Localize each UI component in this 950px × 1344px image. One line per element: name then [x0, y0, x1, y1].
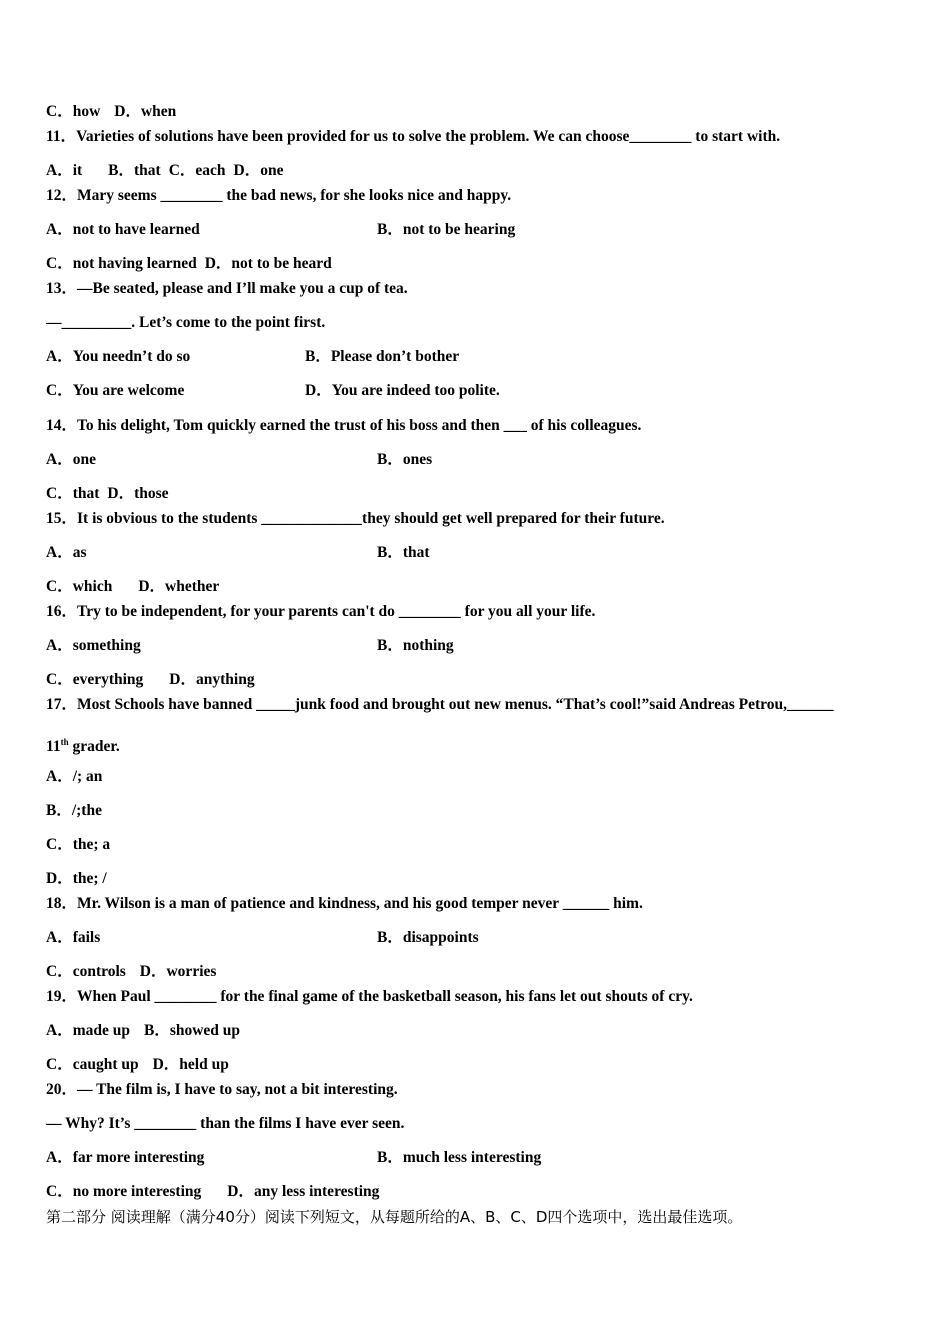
q12-options-cd — [46, 254, 332, 274]
q20-option-a: A．far more interesting — [46, 1149, 205, 1166]
option-d: D．one — [233, 162, 284, 179]
q19-stem: 19．When Paul ________ for the final game of the basketball season, his fans let out shouts of cry. — [46, 988, 693, 1005]
option-a: A．made up — [46, 1022, 130, 1039]
q20-stem: 20．— The film is, I have to say, not a bit interesting. — [46, 1081, 398, 1098]
q18-options-cd — [46, 962, 216, 982]
q14-option-b: B．ones — [377, 451, 433, 468]
option-c: C．no more interesting — [46, 1183, 202, 1200]
q20-reply: — Why? It’s ________ than the films I have ever seen. — [46, 1115, 405, 1132]
q11-options — [46, 161, 284, 181]
q19-options-cd — [46, 1055, 229, 1075]
option-c: C．each — [168, 162, 226, 179]
q12-stem: 12．Mary seems ________ the bad news, for she looks nice and happy. — [46, 187, 512, 204]
q17-option-d: D．the; / — [46, 870, 107, 887]
q17-stem-continued: 11th grader. — [46, 737, 120, 755]
option-c: C．not having learned — [46, 255, 197, 272]
option-d: D．anything — [169, 671, 255, 688]
q11-stem: 11．Varieties of solutions have been provided for us to solve the problem. We can choose________ to start with. — [46, 128, 781, 145]
q16-stem: 16．Try to be independent, for your parents can't do ________ for you all your life. — [46, 603, 596, 620]
option-d: D．any less interesting — [227, 1183, 380, 1200]
q13-stem: 13．—Be seated, please and I’ll make you a cup of tea. — [46, 280, 408, 297]
section-2-heading: 第二部分 阅读理解（满分40分）阅读下列短文，从每题所给的A、B、C、D四个选项中，选出最佳选项。 — [46, 1208, 743, 1226]
q16-options-cd — [46, 670, 255, 690]
option-a: A．it — [46, 162, 83, 179]
q17-option-a: A．/; an — [46, 768, 103, 785]
q15-option-b: B．that — [377, 544, 430, 561]
q19-options-ab — [46, 1021, 240, 1041]
option-b: B．that — [108, 162, 161, 179]
q13-option-c: C．You are welcome — [46, 382, 185, 399]
option-c: C．that — [46, 485, 100, 502]
q16-option-b: B．nothing — [377, 637, 454, 654]
option-c: C．controls — [46, 963, 126, 980]
option-d: D．not to be heard — [204, 255, 332, 272]
option-c: C．how — [46, 103, 101, 120]
q14-stem: 14．To his delight, Tom quickly earned the trust of his boss and then ___ of his colleagues. — [46, 417, 642, 434]
q20-option-b: B．much less interesting — [377, 1149, 542, 1166]
q20-options-cd — [46, 1182, 379, 1202]
q13-option-d: D．You are indeed too polite. — [305, 382, 500, 399]
q16-option-a: A．something — [46, 637, 141, 654]
option-d: D．held up — [152, 1056, 229, 1073]
q15-stem: 15．It is obvious to the students _____________they should get well prepared for their future. — [46, 510, 665, 527]
q10-options-cd — [46, 102, 176, 122]
q18-option-a: A．fails — [46, 929, 101, 946]
q13-reply: —_________. Let’s come to the point first. — [46, 314, 326, 331]
q13-option-b: B．Please don’t bother — [305, 348, 460, 365]
q15-option-a: A．as — [46, 544, 87, 561]
option-d: D．whether — [138, 578, 220, 595]
option-b: B．showed up — [143, 1022, 241, 1039]
q13-option-a: A．You needn’t do so — [46, 348, 191, 365]
option-c: C．caught up — [46, 1056, 139, 1073]
q12-option-a: A．not to have learned — [46, 221, 200, 238]
q18-option-b: B．disappoints — [377, 929, 479, 946]
q14-option-a: A．one — [46, 451, 96, 468]
q17-stem: 17．Most Schools have banned _____junk food and brought out new menus. “That’s cool!”said Andreas Petrou,______ — [46, 696, 834, 713]
option-d: D．worries — [139, 963, 217, 980]
q17-option-c: C．the; a — [46, 836, 111, 853]
q12-option-b: B．not to be hearing — [377, 221, 516, 238]
q18-stem: 18．Mr. Wilson is a man of patience and kindness, and his good temper never ______ him. — [46, 895, 643, 912]
option-c: C．which — [46, 578, 113, 595]
q15-options-cd — [46, 577, 219, 597]
q14-options-cd — [46, 484, 169, 504]
q17-option-b: B．/;the — [46, 802, 102, 819]
option-d: D．those — [107, 485, 169, 502]
option-d: D．when — [114, 103, 177, 120]
option-c: C．everything — [46, 671, 144, 688]
